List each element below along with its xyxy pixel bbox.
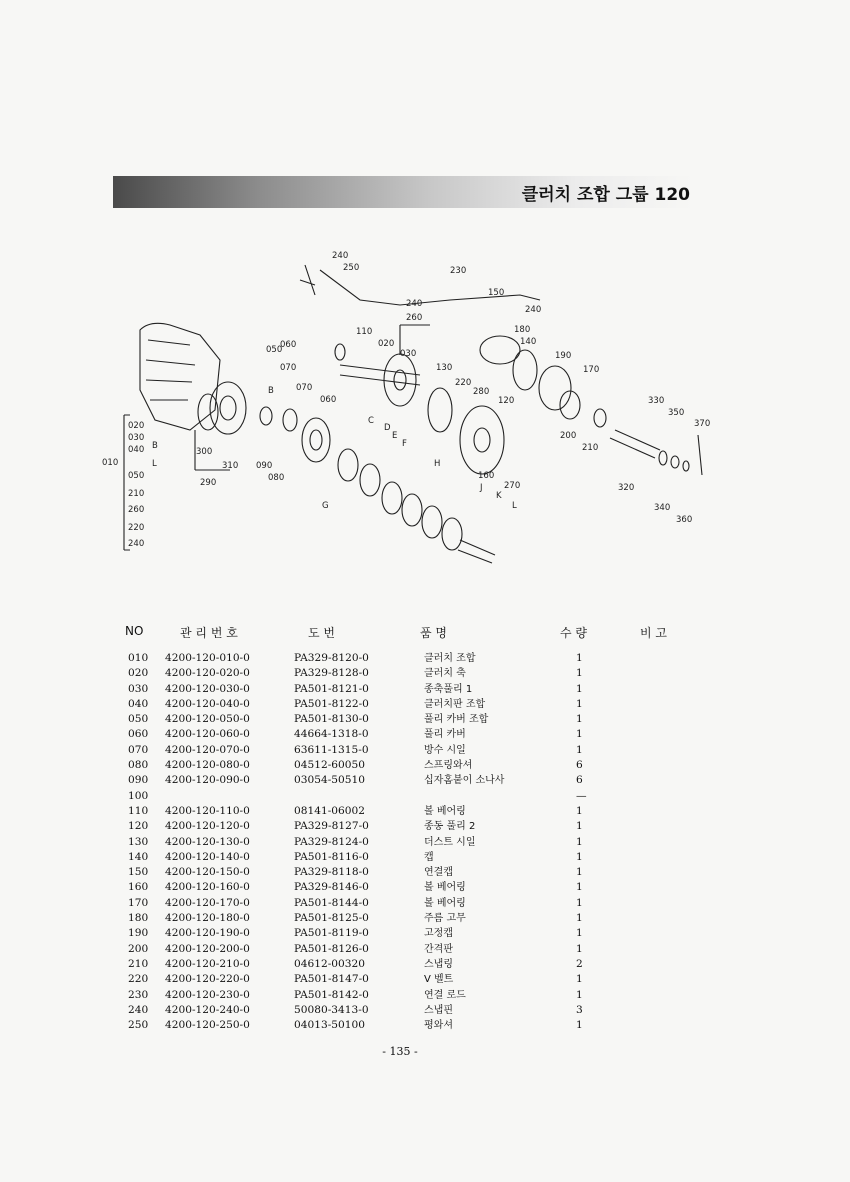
table-row — [0, 773, 850, 788]
svg-text:190: 190 — [555, 351, 572, 361]
part-no: 200 — [128, 942, 149, 955]
svg-text:D: D — [384, 423, 391, 433]
part-drawing-number: PA501-8116-0 — [294, 850, 369, 863]
part-no: 180 — [128, 912, 149, 925]
part-no: 010 — [128, 652, 149, 664]
part-mgmt-number: 4200-120-010-0 — [165, 652, 250, 664]
part-drawing-number: PA329-8146-0 — [294, 881, 369, 894]
table-row — [0, 651, 850, 666]
part-name: 볼 베어링 — [424, 805, 466, 817]
svg-text:E: E — [392, 431, 398, 441]
part-mgmt-number: 4200-120-210-0 — [165, 957, 250, 970]
table-row — [0, 697, 850, 712]
svg-text:290: 290 — [200, 478, 217, 488]
svg-text:350: 350 — [668, 408, 685, 418]
part-drawing-number: 04013-50100 — [294, 1019, 365, 1032]
part-drawing-number: PA329-8127-0 — [294, 820, 369, 833]
svg-text:070: 070 — [296, 383, 313, 393]
part-drawing-number: PA329-8128-0 — [294, 667, 369, 680]
part-no: 020 — [128, 667, 149, 680]
part-qty: — — [576, 789, 587, 802]
part-qty: 1 — [576, 866, 583, 879]
group-title: 클러치 조합 그룹 120 — [521, 185, 690, 205]
part-name: 십자홈붙이 소나사 — [424, 775, 505, 787]
svg-text:090: 090 — [256, 461, 273, 471]
part-qty: 6 — [576, 774, 583, 787]
part-no: 070 — [128, 743, 149, 756]
svg-text:050: 050 — [128, 471, 145, 481]
part-name: 연결캡 — [424, 867, 453, 879]
part-no: 230 — [128, 988, 149, 1001]
part-qty: 1 — [576, 667, 583, 680]
part-qty: 1 — [576, 927, 583, 940]
svg-text:200: 200 — [560, 431, 577, 441]
table-row — [0, 926, 850, 941]
part-name: 스프링와셔 — [424, 760, 473, 772]
svg-text:130: 130 — [436, 363, 453, 373]
part-qty: 1 — [576, 713, 583, 726]
part-qty: 1 — [576, 743, 583, 756]
part-qty: 1 — [576, 881, 583, 894]
part-mgmt-number: 4200-120-140-0 — [165, 850, 250, 863]
col-header-qty: 수 량 — [560, 626, 587, 640]
part-drawing-number: PA501-8147-0 — [294, 973, 369, 986]
part-qty: 1 — [576, 820, 583, 833]
part-name: 풀리 카버 조합 — [424, 714, 489, 726]
svg-text:260: 260 — [128, 505, 145, 515]
part-qty: 1 — [576, 912, 583, 925]
part-qty: 3 — [576, 1003, 583, 1016]
part-no: 190 — [128, 927, 149, 940]
svg-text:030: 030 — [400, 349, 417, 359]
svg-text:120: 120 — [498, 396, 515, 406]
col-header-no: NO — [125, 624, 144, 638]
svg-text:240: 240 — [406, 299, 423, 309]
part-mgmt-number: 4200-120-170-0 — [165, 896, 250, 909]
part-no: 160 — [128, 881, 149, 894]
part-name: 평와셔 — [424, 1020, 453, 1032]
part-mgmt-number: 4200-120-080-0 — [165, 759, 250, 772]
part-drawing-number: PA501-8121-0 — [294, 682, 369, 695]
table-row — [0, 1018, 850, 1033]
svg-text:110: 110 — [356, 327, 373, 337]
part-name: 캡 — [424, 851, 434, 863]
table-row — [0, 972, 850, 987]
part-name: V 벨트 — [424, 974, 454, 986]
svg-text:070: 070 — [280, 363, 297, 373]
table-row — [0, 850, 850, 865]
part-mgmt-number: 4200-120-230-0 — [165, 988, 250, 1001]
svg-text:080: 080 — [268, 473, 285, 483]
part-drawing-number: 04612-00320 — [294, 957, 365, 970]
svg-text:310: 310 — [222, 461, 239, 471]
part-name: 클러치 조합 — [424, 653, 476, 664]
svg-text:160: 160 — [478, 471, 495, 481]
svg-text:210: 210 — [582, 443, 599, 453]
part-mgmt-number: 4200-120-030-0 — [165, 682, 250, 695]
table-row — [0, 1003, 850, 1018]
part-qty: 1 — [576, 728, 583, 741]
table-row — [0, 682, 850, 697]
part-name: 풀리 카버 — [424, 729, 466, 741]
table-row — [0, 666, 850, 681]
part-no: 250 — [128, 1019, 149, 1032]
part-no: 170 — [128, 896, 149, 909]
table-row — [0, 743, 850, 758]
part-no: 220 — [128, 973, 149, 986]
part-no: 100 — [128, 789, 149, 802]
part-mgmt-number: 4200-120-060-0 — [165, 728, 250, 741]
col-header-remark: 비 고 — [640, 626, 667, 640]
part-no: 140 — [128, 850, 149, 863]
table-row — [0, 819, 850, 834]
part-qty: 1 — [576, 896, 583, 909]
part-name: 클러치판 조합 — [424, 698, 486, 710]
part-name: 연결 로드 — [424, 989, 466, 1001]
table-row — [0, 865, 850, 880]
svg-text:230: 230 — [450, 266, 467, 276]
part-mgmt-number: 4200-120-180-0 — [165, 912, 250, 925]
part-drawing-number: 63611-1315-0 — [294, 743, 369, 756]
part-drawing-number: PA501-8119-0 — [294, 927, 369, 940]
table-row — [0, 758, 850, 773]
part-drawing-number: 08141-06002 — [294, 804, 365, 817]
part-mgmt-number: 4200-120-250-0 — [165, 1019, 250, 1032]
svg-text:F: F — [402, 439, 407, 449]
svg-text:050: 050 — [266, 345, 283, 355]
part-qty: 1 — [576, 697, 583, 710]
part-no: 080 — [128, 759, 149, 772]
part-drawing-number: 44664-1318-0 — [294, 728, 369, 741]
part-name: 볼 베어링 — [424, 897, 466, 909]
part-no: 240 — [128, 1003, 149, 1016]
svg-text:180: 180 — [514, 325, 531, 335]
svg-text:G: G — [322, 501, 329, 511]
part-drawing-number: PA501-8142-0 — [294, 988, 369, 1001]
part-no: 040 — [128, 697, 149, 710]
part-name: 볼 베어링 — [424, 882, 466, 894]
svg-text:C: C — [368, 416, 374, 426]
part-mgmt-number: 4200-120-240-0 — [165, 1003, 250, 1016]
part-drawing-number: PA501-8125-0 — [294, 912, 369, 925]
svg-text:060: 060 — [320, 395, 337, 405]
part-name: 간격판 — [424, 943, 453, 955]
table-row — [0, 880, 850, 895]
part-mgmt-number: 4200-120-160-0 — [165, 881, 250, 894]
part-no: 120 — [128, 820, 149, 833]
part-name: 방수 시일 — [424, 744, 466, 756]
part-name: 주름 고무 — [424, 913, 466, 925]
table-row — [0, 957, 850, 972]
part-qty: 1 — [576, 682, 583, 695]
part-qty: 1 — [576, 652, 583, 664]
part-qty: 6 — [576, 759, 583, 772]
svg-text:280: 280 — [473, 387, 490, 397]
exploded-view-diagram — [100, 240, 720, 580]
svg-text:010: 010 — [102, 458, 119, 468]
part-mgmt-number: 4200-120-220-0 — [165, 973, 250, 986]
svg-text:330: 330 — [648, 396, 665, 406]
part-name: 더스트 시일 — [424, 836, 476, 848]
table-row — [0, 712, 850, 727]
part-name: 스냅링 — [424, 958, 453, 970]
part-no: 030 — [128, 682, 149, 695]
part-mgmt-number: 4200-120-190-0 — [165, 927, 250, 940]
part-name: 고정캡 — [424, 928, 453, 940]
part-mgmt-number: 4200-120-200-0 — [165, 942, 250, 955]
part-no: 130 — [128, 835, 149, 848]
svg-text:J: J — [480, 483, 483, 493]
part-drawing-number: PA501-8130-0 — [294, 713, 369, 726]
svg-text:150: 150 — [488, 288, 505, 298]
part-name: 종축풀리 1 — [424, 683, 473, 695]
svg-text:370: 370 — [694, 419, 711, 429]
svg-text:020: 020 — [128, 421, 145, 431]
svg-text:240: 240 — [332, 251, 349, 261]
svg-text:020: 020 — [378, 339, 395, 349]
part-qty: 1 — [576, 804, 583, 817]
table-row — [0, 835, 850, 850]
svg-text:210: 210 — [128, 489, 145, 499]
part-qty: 1 — [576, 835, 583, 848]
part-no: 050 — [128, 713, 149, 726]
part-qty: 1 — [576, 850, 583, 863]
table-row — [0, 911, 850, 926]
svg-text:L: L — [512, 501, 517, 511]
part-mgmt-number: 4200-120-040-0 — [165, 697, 250, 710]
svg-text:B: B — [152, 441, 158, 451]
part-no: 150 — [128, 866, 149, 879]
part-mgmt-number: 4200-120-050-0 — [165, 713, 250, 726]
part-mgmt-number: 4200-120-130-0 — [165, 835, 250, 848]
svg-text:140: 140 — [520, 337, 537, 347]
table-row — [0, 804, 850, 819]
part-mgmt-number: 4200-120-020-0 — [165, 667, 250, 680]
svg-text:030: 030 — [128, 433, 145, 443]
svg-text:250: 250 — [343, 263, 360, 273]
svg-text:320: 320 — [618, 483, 635, 493]
svg-text:L: L — [152, 459, 157, 469]
svg-text:060: 060 — [280, 340, 297, 350]
part-drawing-number: PA501-8122-0 — [294, 697, 369, 710]
col-header-name: 품 명 — [420, 626, 447, 640]
table-row — [0, 727, 850, 742]
part-qty: 1 — [576, 973, 583, 986]
col-header-mgmt: 관 리 번 호 — [180, 626, 238, 640]
svg-text:K: K — [496, 491, 502, 501]
svg-text:360: 360 — [676, 515, 693, 525]
svg-text:240: 240 — [128, 539, 145, 549]
table-row — [0, 789, 850, 804]
part-qty: 1 — [576, 1019, 583, 1032]
part-mgmt-number: 4200-120-110-0 — [165, 804, 250, 817]
svg-text:040: 040 — [128, 445, 145, 455]
svg-text:B: B — [268, 386, 274, 396]
part-qty: 1 — [576, 988, 583, 1001]
part-drawing-number: PA329-8118-0 — [294, 866, 369, 879]
svg-text:H: H — [434, 459, 441, 469]
page-number: - 135 - — [382, 1045, 418, 1058]
part-mgmt-number: 4200-120-150-0 — [165, 866, 250, 879]
svg-text:170: 170 — [583, 365, 600, 375]
part-drawing-number: 50080-3413-0 — [294, 1003, 369, 1016]
part-no: 090 — [128, 774, 149, 787]
part-drawing-number: PA329-8120-0 — [294, 652, 369, 664]
table-row — [0, 942, 850, 957]
part-mgmt-number: 4200-120-090-0 — [165, 774, 250, 787]
svg-text:260: 260 — [406, 313, 423, 323]
part-qty: 1 — [576, 942, 583, 955]
part-mgmt-number: 4200-120-070-0 — [165, 743, 250, 756]
table-row — [0, 988, 850, 1003]
parts-table — [0, 651, 850, 1033]
svg-text:240: 240 — [525, 305, 542, 315]
part-drawing-number: PA329-8124-0 — [294, 835, 369, 848]
part-no: 060 — [128, 728, 149, 741]
part-drawing-number: PA501-8144-0 — [294, 896, 369, 909]
part-name: 스냅핀 — [424, 1004, 453, 1016]
part-qty: 2 — [576, 957, 583, 970]
part-no: 210 — [128, 957, 149, 970]
svg-text:340: 340 — [654, 503, 671, 513]
part-name: 클러치 축 — [424, 668, 466, 680]
part-drawing-number: 03054-50510 — [294, 774, 365, 787]
svg-text:300: 300 — [196, 447, 213, 457]
svg-text:220: 220 — [455, 378, 472, 388]
part-no: 110 — [128, 804, 149, 817]
part-mgmt-number: 4200-120-120-0 — [165, 820, 250, 833]
part-drawing-number: 04512-60050 — [294, 759, 365, 772]
col-header-drawing: 도 번 — [308, 626, 335, 640]
part-drawing-number: PA501-8126-0 — [294, 942, 369, 955]
part-name: 종동 풀리 2 — [424, 821, 476, 833]
svg-text:220: 220 — [128, 523, 145, 533]
table-row — [0, 896, 850, 911]
svg-text:270: 270 — [504, 481, 521, 491]
